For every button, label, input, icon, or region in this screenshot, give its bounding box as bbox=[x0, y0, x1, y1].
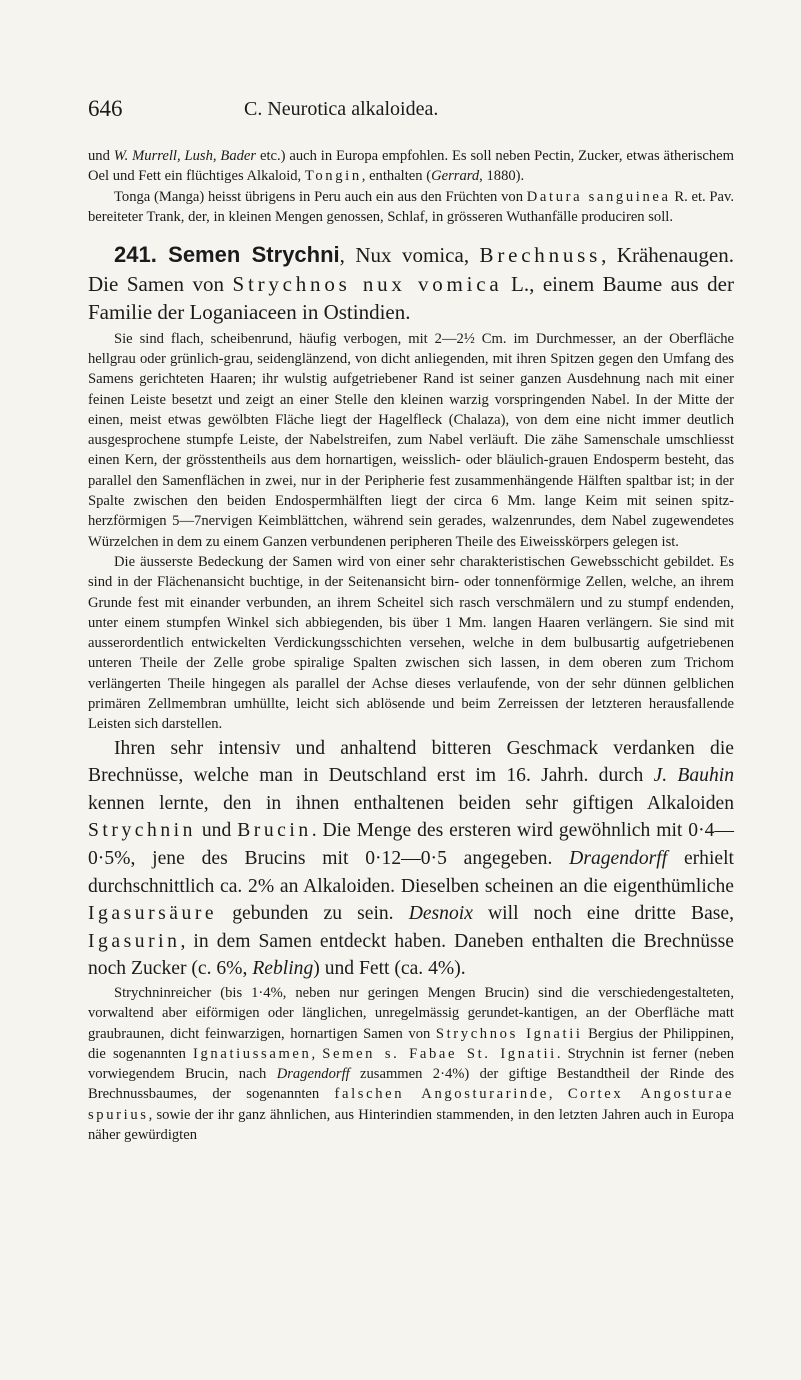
paragraph-strychnin-sources: Strychninreicher (bis 1·4%, neben nur geringen Mengen Brucin) sind die verschiedengestalteten, vorwaltend aber eiförmigen oder länglichen, unregelmässig gerundet-kantigen, an der Oberfläche matt graubraunen, dicht feinwarzigen, hornartigen Samen von Strychnos Ignatii Bergius der Philippinen, die sogenannten Ignatiussamen, Semen s. Fabae St. Ignatii. Strychnin ist ferner (neben vorwiegendem Brucin, nach Dragendorff zusammen 2·4%) der giftige Bestandtheil der Rinde des Brechnussbaumes, der sogenannten falschen Angosturarinde, Cortex Angosturae spurius, sowie der ihr ganz ähnlichen, aus Hinterindien stammenden, in den letzten Jahren auch in Europa näher gewürdigten bbox=[88, 984, 734, 1144]
page-number: 646 bbox=[88, 96, 123, 121]
author-desnoix: Desnoix bbox=[408, 903, 473, 925]
section-number-title: 241. Semen Strychni bbox=[114, 242, 340, 268]
author-dragendorff: Dragendorff bbox=[569, 848, 668, 869]
author-bauhin: J. Bauhin bbox=[653, 765, 734, 787]
running-title: C. Neurotica alkaloidea. bbox=[244, 98, 439, 120]
author-gerrard: Gerrard bbox=[431, 168, 480, 185]
term-ignatiussamen: Ignatiussamen bbox=[193, 1045, 312, 1062]
author-names: W. Murrell, Lush, Bader bbox=[113, 148, 257, 164]
term-datura: Datura sanguinea bbox=[526, 188, 671, 205]
paragraph-seed-coat: Die äusserste Bedeckung der Samen wird von einer sehr charakteristischen Gewebsschicht gebildet. Es sind in der Flächenansicht buchtige, in der Seitenansicht birn- oder tonnenförmige Zellen, welche, an ihrem Grunde fest mit einander verbunden, an ihrem Scheitel sich rasch verschmälern und zu stumpf endenden, unter einem stumpfen Winkel sich abbiegenden, bis über 1 Mm. langen Haaren verlängern. Sie sind mit ausserordentlich entwickelten Verdickungsschichten versehen, welche in dem bulbusartig aufgetriebenen unteren Theile der Zelle grobe spiralige Spalten zwischen sich lassen, in dem oberen zum Trichom verlängerten Theile hingegen als parallel der Achse dieses verlaufende, von der sehr dünnen gelblichen primären Zellmembran umhüllte, leicht sich ablösende und beim Zerreissen der letzteren herausfallende Leisten sich darstellen. bbox=[88, 553, 734, 733]
term-brechnuss: Brechnuss bbox=[479, 243, 602, 268]
term-strychnin: Strychnin bbox=[88, 820, 196, 842]
term-igasursaeure: Igasursäure bbox=[88, 903, 218, 925]
term-strychnos: Strychnos nux vomica bbox=[232, 271, 503, 296]
paragraph-description: Sie sind flach, scheibenrund, häufig verbogen, mit 2—2½ Cm. im Durchmesser, an der Oberfläche hellgrau oder grünlich-grau, seidenglänzend, von dicht anliegenden, mit ihren Spitzen gegen den Umfang des Samens gerichteten Haaren; ihr wulstig aufgetriebener Rand ist seiner ganzen Ausdehnung nach mit einer feinen Leiste besetzt und zeigt an einer Stelle den kleinen warzig vorspringenden Nabel. In der Mitte der einen, meist etwas gewölbten Fläche liegt der Hagelfleck (Chalaza), von dem eine nicht immer deutlich ausgesprochene stumpfe Leiste, der Nabelstreifen, zum Nabel verläuft. Die zähe Samenschale umschliesst einen Kern, der grösstentheils aus dem hornartigen, weisslich- oder bläulich-grauen Endosperm besteht, das parallel den Samenflächen in zwei, nur in der Peripherie fest zusammenhängende Hälften spaltbar ist; in der Spalte zwischen den beiden Endospermhälften liegt der circa 6 Mm. lange Keim mit seinen spitz-herzförmigen 5—7nervigen Keimblättchen, während sein gerades, walzenrundes, dem Nabel zugewendetes Würzelchen in dem zu einem Ganzen verbundenen peripheren Theile des Eiweisskörpers gelegen ist. bbox=[88, 330, 734, 550]
author-rebling: Rebling bbox=[252, 958, 314, 980]
paragraph-continuation: und W. Murrell, Lush, Bader etc.) auch in Europa empfohlen. Es soll neben Pectin, Zucker, etwas ätherischem Oel und Fett ein flüchtiges Alkaloid, Tongin, enthalten (Gerrard, 1880). bbox=[88, 148, 735, 185]
term-brucin: Brucin bbox=[237, 820, 312, 842]
section-heading-241: 241. Semen Strychni, Nux vomica, Brechnuss, Krähenaugen. Die Samen von Strychnos nux vomica L., einem Baume aus der Familie der Loganiaceen in Ostindien. bbox=[88, 242, 734, 325]
paragraph-alkaloids: Ihren sehr intensiv und anhaltend bitteren Geschmack verdanken die Brechnüsse, welche man in Deutschland erst im 16. Jahrh. durch J. Bauhin kennen lernte, den in ihnen enthaltenen beiden sehr giftigen Alkaloiden Strychnin und Brucin. Die Menge des ersteren wird gewöhnlich mit 0·4—0·5%, jene des Brucins mit 0·12—0·5 angegeben. Dragendorff erhielt durchschnittlich ca. 2% an Alkaloiden. Dieselben scheinen an die eigenthümliche Igasursäure gebunden zu sein. Desnoix will noch eine dritte Base, Igasurin, in dem Samen entdeckt haben. Daneben enthalten die Brechnüsse noch Zucker (c. 6%, Rebling) und Fett (ca. 4%). bbox=[88, 737, 735, 980]
author-dragendorff-2: Dragendorff bbox=[276, 1066, 350, 1083]
term-semen-fabae: Semen s. Fabae St. Ignatii bbox=[322, 1045, 557, 1062]
page-body bbox=[88, 146, 734, 1145]
page-header bbox=[88, 96, 728, 128]
term-igasurin: Igasurin bbox=[88, 930, 181, 952]
term-cortex-angosturae: Cortex Angosturae spurius bbox=[88, 1086, 734, 1123]
term-falsche-angostura: falschen Angosturarinde bbox=[334, 1086, 549, 1103]
term-strychnos-ignatii: Strychnos Ignatii bbox=[435, 1025, 583, 1042]
term-tongin: Tongin bbox=[304, 168, 362, 185]
paragraph-tonga: Tonga (Manga) heisst übrigens in Peru auch ein aus den Früchten von Datura sanguinea R. et. Pav. bereiteter Trank, der, in kleinen Mengen genossen, Schlaf, in grösseren Wuthanfälle produciren soll. bbox=[88, 188, 734, 225]
